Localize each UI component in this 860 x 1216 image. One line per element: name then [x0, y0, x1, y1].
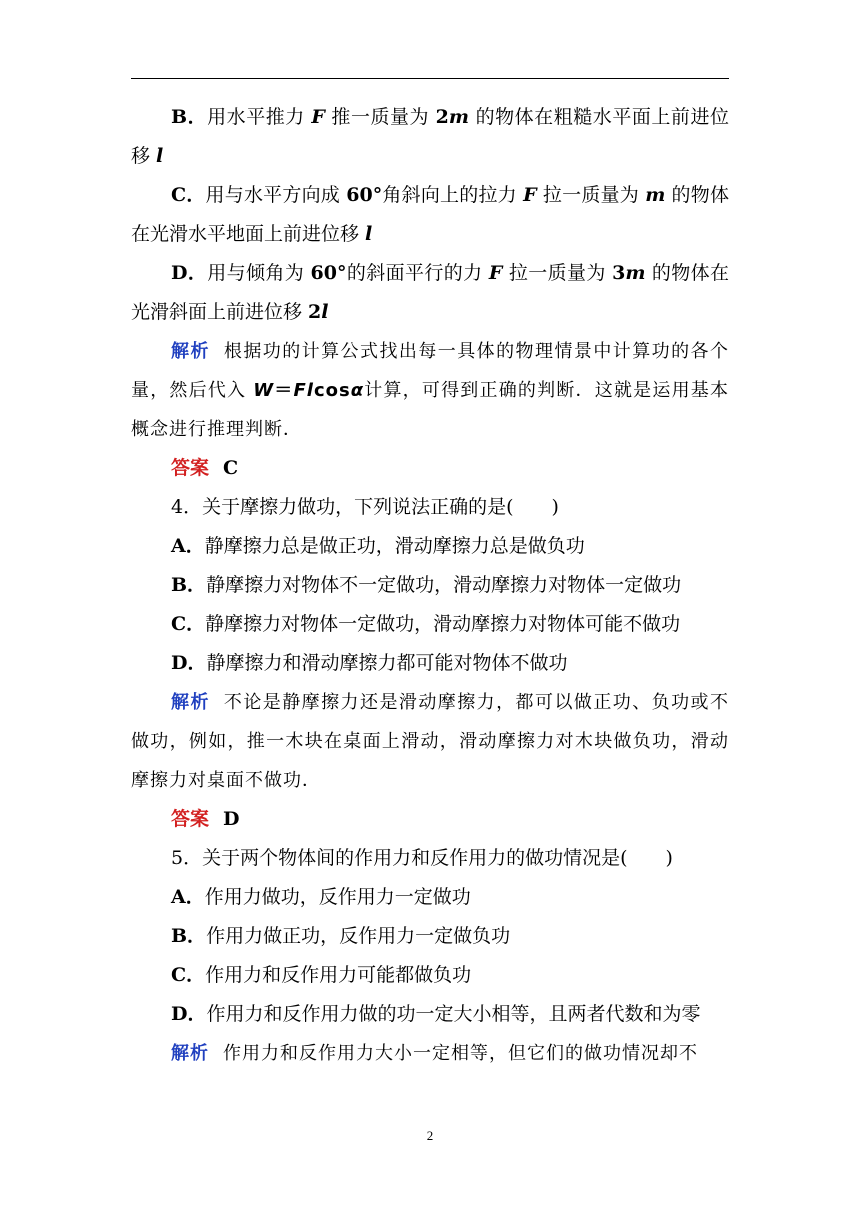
answer-q3: 答案 C: [171, 457, 239, 479]
option-q3-c: C．用与水平方向成 60°角斜向上的拉力 F 拉一质量为 m 的物体在光滑水平地面上前进位移 l: [131, 184, 729, 245]
question-5-stem: 5．关于两个物体间的作用力和反作用力的做功情况是( ): [171, 847, 673, 869]
analysis-q4: 解析 不论是静摩擦力还是滑动摩擦力，都可以做正功、负功或不做功，例如，推一木块在桌面上滑动，滑动摩擦力对木块做负功，滑动摩擦力对桌面不做功．: [131, 692, 729, 791]
analysis-label: 解析: [171, 692, 210, 713]
header-rule: [131, 78, 729, 79]
option-q5-c: C．作用力和反作用力可能都做负功: [171, 964, 472, 986]
analysis-label: 解析: [171, 341, 210, 362]
page-number: 2: [426, 1128, 434, 1143]
option-q4-c: C．静摩擦力对物体一定做功，滑动摩擦力对物体可能不做功: [171, 613, 681, 635]
option-q5-a: A．作用力做功，反作用力一定做功: [171, 886, 471, 908]
option-q4-a: A．静摩擦力总是做正功，滑动摩擦力总是做负功: [171, 535, 585, 557]
analysis-q5: 解析 作用力和反作用力大小一定相等，但它们的做功情况却不: [171, 1043, 698, 1064]
option-q4-b: B．静摩擦力对物体不一定做功，滑动摩擦力对物体一定做功: [171, 574, 682, 596]
analysis-label: 解析: [171, 1043, 209, 1064]
page-content: [131, 98, 729, 1073]
option-q5-d: D．作用力和反作用力做的功一定大小相等，且两者代数和为零: [171, 1003, 701, 1025]
option-q3-d: D．用与倾角为 60°的斜面平行的力 F 拉一质量为 3m 的物体在光滑斜面上前进位移 2l: [131, 262, 729, 323]
answer-label: 答案: [171, 808, 210, 830]
answer-label: 答案: [171, 457, 210, 479]
option-q4-d: D．静摩擦力和滑动摩擦力都可能对物体不做功: [171, 652, 568, 674]
question-4-stem: 4．关于摩擦力做功，下列说法正确的是( ): [171, 496, 559, 518]
analysis-q3: 解析 根据功的计算公式找出每一具体的物理情景中计算功的各个量，然后代入 W＝Flcosα计算，可得到正确的判断．这就是运用基本概念进行推理判断．: [131, 341, 730, 440]
option-q3-b: B．用水平推力 F 推一质量为 2m 的物体在粗糙水平面上前进位移 l: [131, 106, 729, 167]
option-q5-b: B．作用力做正功，反作用力一定做负功: [171, 925, 511, 947]
answer-q4: 答案 D: [171, 808, 240, 830]
